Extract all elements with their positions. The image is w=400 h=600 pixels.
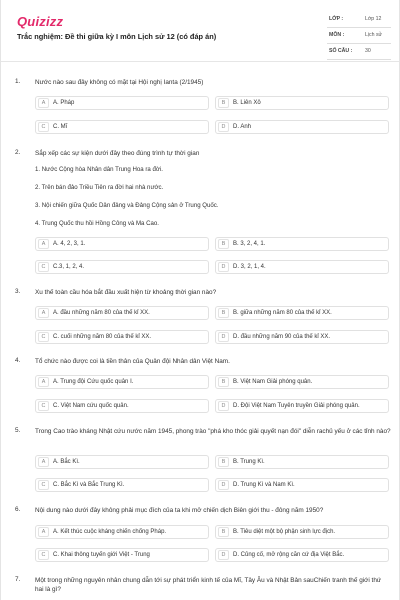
option-letter: A [38, 98, 49, 108]
meta-row-subject [327, 28, 391, 44]
question-number: 4. [15, 357, 21, 364]
option-text: A. Kết thúc cuộc kháng chiến chống Pháp. [53, 529, 167, 535]
question-text: Sắp xếp các sự kiện dưới đây theo đúng trình tự thời gian [35, 150, 200, 157]
quizizz-logo: Quizizz [17, 14, 64, 29]
option-text: C. Khai thông tuyến giới Việt - Trung [53, 552, 150, 558]
option-text: D. Trung Kì và Nam Kì. [233, 482, 295, 488]
option-d[interactable] [215, 548, 389, 562]
worksheet-header [1, 0, 399, 62]
option-letter: C [38, 332, 49, 342]
option-letter: C [38, 262, 49, 272]
option-text: C. Bắc Kì và Bắc Trung Kì. [53, 482, 125, 488]
question-text: Nội dung nào dưới đây không phải mục đích của ta khi mở chiến dịch Biên giới thu - đông năm 1950? [35, 507, 324, 514]
option-letter: D [218, 401, 229, 411]
option-c[interactable] [35, 330, 209, 344]
meta-row-count [327, 44, 391, 60]
option-letter: A [38, 308, 49, 318]
option-a[interactable] [35, 306, 209, 320]
option-d[interactable] [215, 260, 389, 274]
option-letter: B [218, 308, 229, 318]
statement-1: 1. Nước Cộng hòa Nhân dân Trung Hoa ra đời. [35, 166, 163, 173]
option-letter: D [218, 262, 229, 272]
option-letter: A [38, 457, 49, 467]
option-c[interactable] [35, 120, 209, 134]
question-text: Nước nào sau đây không có mặt tại Hội nghị Ianta (2/1945) [35, 79, 204, 86]
option-text: D. Đội Việt Nam Tuyên truyền Giải phóng quân. [233, 403, 360, 409]
option-letter: D [218, 550, 229, 560]
option-text: B. Tiêu diệt một bộ phận sinh lực địch. [233, 529, 336, 535]
statement-2: 2. Trên bán đảo Triều Tiên ra đời hai nhà nước. [35, 184, 164, 191]
option-letter: C [38, 122, 49, 132]
question-text: Xu thế toàn cầu hóa bắt đầu xuất hiện từ khoảng thời gian nào? [35, 289, 217, 296]
option-letter: D [218, 332, 229, 342]
option-text: D. Anh [233, 124, 252, 130]
option-text: C. Mĩ [53, 124, 68, 130]
meta-value: Lịch sử [365, 32, 383, 38]
option-b[interactable] [215, 375, 389, 389]
option-letter: A [38, 239, 49, 249]
option-letter: A [38, 527, 49, 537]
option-text: A. 4, 2, 3, 1. [53, 241, 86, 247]
question-number: 2. [15, 149, 21, 156]
question-number: 7. [15, 576, 21, 583]
meta-value: Lớp 12 [365, 16, 382, 22]
statement-3: 3. Nội chiến giữa Quốc Dân đảng và Đảng Cộng sản ở Trung Quốc. [35, 202, 219, 209]
option-d[interactable] [215, 478, 389, 492]
option-c[interactable] [35, 260, 209, 274]
option-c[interactable] [35, 399, 209, 413]
option-text: B. Liên Xô [233, 100, 261, 106]
option-letter: C [38, 550, 49, 560]
option-a[interactable] [35, 237, 209, 251]
option-text: C. cuối những năm 80 của thế kỉ XX. [53, 334, 152, 340]
question-text: Tổ chức nào được coi là tiền thân của Quân đội Nhân dân Việt Nam. [35, 358, 230, 365]
option-text: A. đầu những năm 80 của thế kỉ XX. [53, 310, 150, 316]
option-d[interactable] [215, 330, 389, 344]
option-text: B. giữa những năm 80 của thế kỉ XX. [233, 310, 332, 316]
meta-table [327, 12, 391, 60]
option-letter: D [218, 480, 229, 490]
option-text: A. Trung đội Cứu quốc quân I. [53, 379, 134, 385]
option-b[interactable] [215, 96, 389, 110]
meta-label: MÔN : [329, 32, 345, 38]
option-letter: B [218, 527, 229, 537]
option-text: D. Củng cố, mở rộng căn cứ địa Việt Bắc. [233, 552, 345, 558]
option-b[interactable] [215, 525, 389, 539]
option-letter: C [38, 480, 49, 490]
option-b[interactable] [215, 306, 389, 320]
option-b[interactable] [215, 455, 389, 469]
question-number: 5. [15, 427, 21, 434]
option-text: C.3, 1, 2, 4. [53, 264, 85, 270]
option-letter: B [218, 239, 229, 249]
option-letter: C [38, 401, 49, 411]
option-letter: B [218, 98, 229, 108]
option-c[interactable] [35, 478, 209, 492]
meta-label: LỚP : [329, 16, 344, 22]
option-d[interactable] [215, 120, 389, 134]
option-text: A. Bắc Kì. [53, 459, 80, 465]
option-letter: A [38, 377, 49, 387]
question-number: 1. [15, 78, 21, 85]
meta-row-grade [327, 12, 391, 28]
option-d[interactable] [215, 399, 389, 413]
option-a[interactable] [35, 96, 209, 110]
meta-label: SỐ CÂU : [329, 48, 353, 54]
option-c[interactable] [35, 548, 209, 562]
page-title: Trắc nghiệm: Đề thi giữa kỳ I môn Lịch sử 12 (có đáp án) [17, 32, 217, 41]
statement-4: 4. Trung Quốc thu hồi Hồng Công và Ma Cao. [35, 220, 159, 227]
option-a[interactable] [35, 455, 209, 469]
option-text: B. 3, 2, 4, 1. [233, 241, 266, 247]
meta-value: 30 [365, 48, 371, 54]
option-text: C. Việt Nam cứu quốc quân. [53, 403, 129, 409]
option-b[interactable] [215, 237, 389, 251]
option-a[interactable] [35, 375, 209, 389]
option-text: A. Pháp [53, 100, 75, 106]
question-text: Một trong những nguyên nhân chung dẫn tới sự phát triển kinh tế của Mĩ, Tây Âu và Nhật Bản sauChiến tranh thế giới thứ hai là gì? [35, 577, 382, 594]
question-number: 3. [15, 288, 21, 295]
option-a[interactable] [35, 525, 209, 539]
option-text: D. 3, 2, 1, 4. [233, 264, 266, 270]
option-text: B. Trung Kì. [233, 459, 265, 465]
option-text: D. đầu những năm 90 của thế kỉ XX. [233, 334, 331, 340]
option-text: B. Việt Nam Giải phóng quân. [233, 379, 313, 385]
option-letter: B [218, 457, 229, 467]
option-letter: B [218, 377, 229, 387]
question-number: 6. [15, 506, 21, 513]
option-letter: D [218, 122, 229, 132]
question-text: Trong Cao trào kháng Nhật cứu nước năm 1945, phong trào "phá kho thóc giải quyết nạn đói" diễn rachủ yếu ở các tỉnh nào? [35, 428, 391, 435]
